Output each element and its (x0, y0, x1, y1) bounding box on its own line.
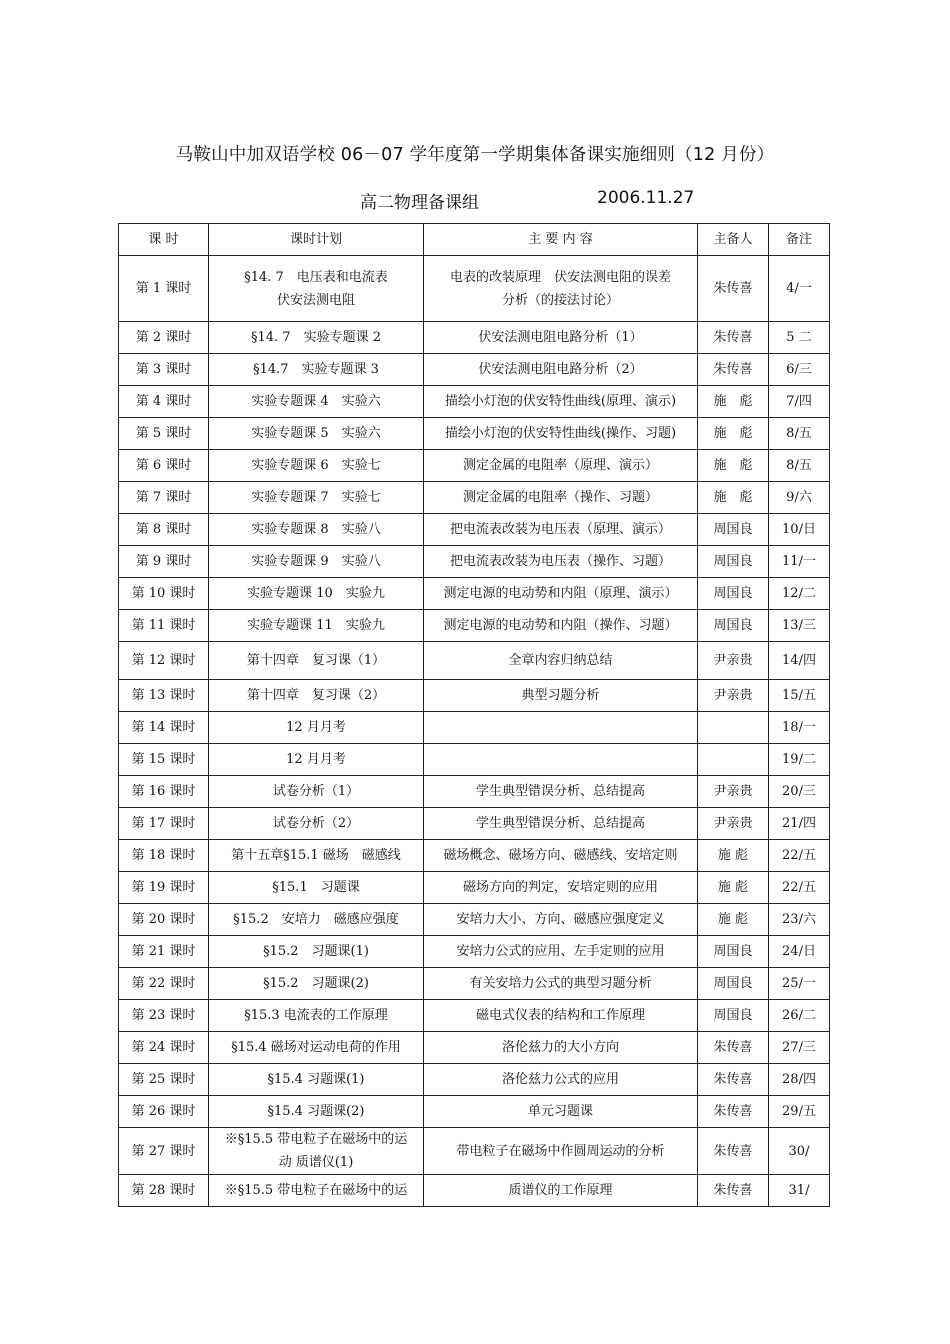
table-row (119, 968, 830, 1000)
cell-lead-teacher: 朱传喜 (698, 1128, 769, 1175)
cell-period: 第 16 课时 (119, 776, 209, 808)
cell-plan-line: §15.4 习题课(1) (267, 1072, 365, 1087)
cell-plan (209, 482, 424, 514)
cell-lead-teacher: 施 彪 (698, 482, 769, 514)
cell-plan-line: 第十五章§15.1 磁场 磁感线 (231, 848, 401, 863)
cell-period: 第 23 课时 (119, 1000, 209, 1032)
cell-lead-teacher: 施 彪 (698, 418, 769, 450)
cell-period: 第 10 课时 (119, 578, 209, 610)
cell-lead-teacher: 朱传喜 (698, 322, 769, 354)
cell-plan (209, 514, 424, 546)
table-row (119, 808, 830, 840)
cell-period: 第 14 课时 (119, 712, 209, 744)
cell-content (424, 1128, 698, 1175)
cell-plan (209, 1032, 424, 1064)
cell-note: 7/四 (769, 386, 830, 418)
cell-plan-line: §15.2 习题课(1) (263, 944, 369, 959)
cell-plan (209, 578, 424, 610)
cell-note: 29/五 (769, 1096, 830, 1128)
cell-plan-line: 实验专题课 11 实验九 (247, 618, 385, 633)
cell-content (424, 386, 698, 418)
cell-lead-teacher: 周国良 (698, 514, 769, 546)
cell-period: 第 26 课时 (119, 1096, 209, 1128)
cell-content-line: 电表的改装原理 伏安法测电阻的误差 (449, 269, 671, 285)
cell-note: 10/日 (769, 514, 830, 546)
cell-plan-line: 实验专题课 10 实验九 (247, 586, 385, 601)
cell-lead-teacher: 施 彪 (698, 386, 769, 418)
cell-plan (209, 354, 424, 386)
cell-note: 12/二 (769, 578, 830, 610)
table-row (119, 712, 830, 744)
cell-content-line: 学生典型错误分析、总结提高 (475, 816, 645, 831)
cell-content (424, 872, 698, 904)
cell-note: 25/一 (769, 968, 830, 1000)
cell-lead-teacher: 朱传喜 (698, 1096, 769, 1128)
cell-period: 第 9 课时 (119, 546, 209, 578)
cell-content (424, 968, 698, 1000)
cell-content-line: 有关安培力公式的典型习题分析 (469, 976, 652, 991)
cell-note: 11/一 (769, 546, 830, 578)
cell-plan (209, 322, 424, 354)
cell-content (424, 514, 698, 546)
cell-plan-line: §14. 7 电压表和电流表 (244, 269, 388, 285)
cell-plan-line: 12 月月考 (286, 720, 346, 735)
cell-content-line: 描绘小灯泡的伏安特性曲线(操作、习题) (444, 426, 677, 441)
cell-period: 第 22 课时 (119, 968, 209, 1000)
cell-period: 第 7 课时 (119, 482, 209, 514)
cell-plan-line: 试卷分析（2） (272, 816, 360, 831)
cell-content-line: 洛伦兹力公式的应用 (501, 1072, 619, 1087)
cell-content-line: 洛伦兹力的大小方向 (501, 1040, 619, 1055)
cell-plan (209, 776, 424, 808)
cell-content-line: 磁场方向的判定，安培定则的应用 (462, 880, 658, 895)
cell-note: 26/二 (769, 1000, 830, 1032)
cell-note: 19/二 (769, 744, 830, 776)
cell-period: 第 18 课时 (119, 840, 209, 872)
cell-plan (209, 1000, 424, 1032)
lesson-plan-table (118, 223, 830, 1207)
table-row (119, 482, 830, 514)
cell-content (424, 744, 698, 776)
table-row (119, 546, 830, 578)
cell-content-line: 单元习题课 (527, 1104, 593, 1119)
group-name: 高二物理备课组 (360, 193, 479, 213)
cell-plan-line: 实验专题课 5 实验六 (251, 426, 381, 441)
cell-lead-teacher: 周国良 (698, 968, 769, 1000)
cell-plan (209, 904, 424, 936)
table-row (119, 1128, 830, 1175)
cell-lead-teacher: 施 彪 (698, 840, 769, 872)
cell-lead-teacher: 朱传喜 (698, 1175, 769, 1207)
cell-content-line: 测定电源的电动势和内阻（原理、演示） (443, 586, 678, 601)
cell-content-line: 全章内容归纳总结 (508, 653, 613, 668)
cell-period: 第 25 课时 (119, 1064, 209, 1096)
table-row (119, 872, 830, 904)
cell-period: 第 4 课时 (119, 386, 209, 418)
table-row (119, 1032, 830, 1064)
cell-period: 第 24 课时 (119, 1032, 209, 1064)
cell-content (424, 1032, 698, 1064)
cell-plan-line: §15.2 安培力 磁感应强度 (233, 912, 399, 927)
cell-content (424, 610, 698, 642)
table-header-row (119, 224, 830, 256)
table-row (119, 1000, 830, 1032)
cell-lead-teacher: 尹亲贵 (698, 680, 769, 712)
cell-content (424, 642, 698, 680)
cell-period: 第 2 课时 (119, 322, 209, 354)
document-title: 马鞍山中加双语学校 06－07 学年度第一学期集体备课实施细则（12 月份） (175, 145, 775, 165)
cell-note: 20/三 (769, 776, 830, 808)
cell-content (424, 904, 698, 936)
cell-lead-teacher: 周国良 (698, 578, 769, 610)
cell-content (424, 354, 698, 386)
cell-plan (209, 744, 424, 776)
cell-content-line: 把电流表改装为电压表（原理、演示） (449, 522, 671, 537)
cell-lead-teacher: 施 彪 (698, 872, 769, 904)
cell-content-line: 伏安法测电阻电路分析（2） (478, 362, 643, 377)
table-row (119, 744, 830, 776)
cell-plan-line: 实验专题课 8 实验八 (251, 522, 381, 537)
header-lead-teacher: 主备人 (698, 224, 769, 256)
cell-note: 22/五 (769, 872, 830, 904)
cell-period: 第 13 课时 (119, 680, 209, 712)
cell-content (424, 840, 698, 872)
table-row (119, 578, 830, 610)
header-note: 备注 (769, 224, 830, 256)
cell-content-line: 典型习题分析 (521, 688, 600, 703)
cell-content (424, 546, 698, 578)
cell-lead-teacher: 周国良 (698, 936, 769, 968)
cell-period: 第 5 课时 (119, 418, 209, 450)
cell-lead-teacher: 周国良 (698, 610, 769, 642)
cell-note: 5 二 (769, 322, 830, 354)
cell-lead-teacher: 朱传喜 (698, 1064, 769, 1096)
cell-note: 15/五 (769, 680, 830, 712)
header-content: 主 要 内 容 (424, 224, 698, 256)
cell-period: 第 11 课时 (119, 610, 209, 642)
cell-content (424, 1000, 698, 1032)
cell-plan (209, 808, 424, 840)
cell-content-line: 学生典型错误分析、总结提高 (475, 784, 645, 799)
cell-content (424, 322, 698, 354)
cell-plan-line: §15.3 电流表的工作原理 (244, 1008, 388, 1023)
cell-content (424, 776, 698, 808)
cell-content-line: 测定电源的电动势和内阻（操作、习题） (443, 618, 678, 633)
cell-lead-teacher: 朱传喜 (698, 1032, 769, 1064)
cell-period: 第 8 课时 (119, 514, 209, 546)
cell-plan (209, 418, 424, 450)
cell-period: 第 12 课时 (119, 642, 209, 680)
cell-plan-line: 第十四章 复习课（1） (246, 653, 386, 668)
table-row (119, 256, 830, 322)
cell-lead-teacher: 尹亲贵 (698, 642, 769, 680)
cell-note: 8/五 (769, 450, 830, 482)
cell-note: 24/日 (769, 936, 830, 968)
table-row (119, 840, 830, 872)
cell-note: 23/六 (769, 904, 830, 936)
cell-note: 28/四 (769, 1064, 830, 1096)
cell-plan (209, 936, 424, 968)
cell-lead-teacher: 周国良 (698, 546, 769, 578)
cell-plan (209, 1096, 424, 1128)
cell-content-line: 安培力公式的应用、左手定则的应用 (456, 944, 665, 959)
cell-note: 27/三 (769, 1032, 830, 1064)
cell-plan (209, 386, 424, 418)
cell-plan (209, 546, 424, 578)
cell-content-line: 分析（的接法讨论） (501, 292, 619, 308)
cell-content (424, 680, 698, 712)
cell-plan-line: 实验专题课 4 实验六 (251, 394, 381, 409)
table-row (119, 680, 830, 712)
cell-lead-teacher (698, 712, 769, 744)
cell-lead-teacher: 朱传喜 (698, 354, 769, 386)
cell-plan (209, 712, 424, 744)
table-row (119, 450, 830, 482)
cell-plan (209, 872, 424, 904)
cell-plan-line: 实验专题课 7 实验七 (251, 490, 381, 505)
cell-lead-teacher (698, 744, 769, 776)
cell-plan (209, 840, 424, 872)
table-row (119, 610, 830, 642)
cell-content (424, 482, 698, 514)
table-row (119, 514, 830, 546)
cell-period: 第 28 课时 (119, 1175, 209, 1207)
cell-note: 6/三 (769, 354, 830, 386)
cell-plan (209, 1175, 424, 1207)
table-row (119, 322, 830, 354)
cell-plan-line: 试卷分析（1） (272, 784, 360, 799)
cell-content (424, 1175, 698, 1207)
cell-plan (209, 1064, 424, 1096)
table-row (119, 642, 830, 680)
cell-content (424, 450, 698, 482)
cell-plan-line: 实验专题课 6 实验七 (251, 458, 381, 473)
cell-period: 第 27 课时 (119, 1128, 209, 1175)
cell-content (424, 578, 698, 610)
cell-content-line: 测定金属的电阻率（操作、习题） (462, 490, 658, 505)
table-row (119, 936, 830, 968)
cell-note: 14/四 (769, 642, 830, 680)
cell-plan (209, 450, 424, 482)
cell-content (424, 712, 698, 744)
cell-plan-line: 12 月月考 (286, 752, 346, 767)
cell-plan-line: 第十四章 复习课（2） (246, 688, 386, 703)
cell-plan-line: §15.4 磁场对运动电荷的作用 (231, 1040, 401, 1055)
header-period: 课 时 (119, 224, 209, 256)
cell-plan (209, 642, 424, 680)
cell-period: 第 6 课时 (119, 450, 209, 482)
cell-content (424, 418, 698, 450)
cell-content (424, 1096, 698, 1128)
cell-lead-teacher: 施 彪 (698, 450, 769, 482)
cell-note: 18/一 (769, 712, 830, 744)
table-row (119, 776, 830, 808)
table-row (119, 418, 830, 450)
cell-note: 8/五 (769, 418, 830, 450)
cell-lead-teacher: 尹亲贵 (698, 808, 769, 840)
cell-content-line: 描绘小灯泡的伏安特性曲线(原理、演示) (444, 394, 677, 409)
header-plan: 课时计划 (209, 224, 424, 256)
cell-lead-teacher: 朱传喜 (698, 256, 769, 322)
table-row (119, 1096, 830, 1128)
cell-plan-line: 伏安法测电阻 (276, 292, 355, 308)
cell-content (424, 256, 698, 322)
cell-content (424, 1064, 698, 1096)
cell-note: 22/五 (769, 840, 830, 872)
cell-plan-line: ※§15.5 带电粒子在磁场中的运 (224, 1183, 408, 1198)
cell-period: 第 21 课时 (119, 936, 209, 968)
document-date: 2006.11.27 (597, 188, 695, 208)
cell-plan-line: §15.2 习题课(2) (263, 976, 369, 991)
cell-plan-line: §15.4 习题课(2) (267, 1104, 365, 1119)
cell-content (424, 936, 698, 968)
cell-note: 21/四 (769, 808, 830, 840)
table-row (119, 1175, 830, 1207)
cell-plan (209, 256, 424, 322)
cell-content-line: 把电流表改装为电压表（操作、习题） (449, 554, 671, 569)
cell-plan-line: §14.7 实验专题课 3 (253, 362, 379, 377)
cell-plan-line: ※§15.5 带电粒子在磁场中的运 (224, 1132, 408, 1147)
cell-period: 第 3 课时 (119, 354, 209, 386)
cell-plan (209, 680, 424, 712)
table-row (119, 904, 830, 936)
cell-plan (209, 968, 424, 1000)
cell-period: 第 15 课时 (119, 744, 209, 776)
cell-content-line: 伏安法测电阻电路分析（1） (478, 330, 643, 345)
cell-content-line: 磁场概念、磁场方向、磁感线、安培定则 (443, 848, 678, 863)
cell-period: 第 1 课时 (119, 256, 209, 322)
cell-content-line: 质谱仪的工作原理 (508, 1183, 613, 1198)
cell-plan (209, 1128, 424, 1175)
table-row (119, 1064, 830, 1096)
table-row (119, 354, 830, 386)
table-row (119, 386, 830, 418)
cell-period: 第 20 课时 (119, 904, 209, 936)
cell-content-line: 测定金属的电阻率（原理、演示） (462, 458, 658, 473)
cell-lead-teacher: 周国良 (698, 1000, 769, 1032)
cell-plan-line: §14. 7 实验专题课 2 (251, 330, 381, 345)
cell-plan-line: 实验专题课 9 实验八 (251, 554, 381, 569)
cell-note: 13/三 (769, 610, 830, 642)
cell-content-line: 安培力大小、方向、磁感应强度定义 (456, 912, 665, 927)
cell-plan (209, 610, 424, 642)
cell-plan-line: 动 质谱仪(1) (278, 1155, 354, 1170)
cell-period: 第 17 课时 (119, 808, 209, 840)
cell-content (424, 808, 698, 840)
cell-content-line: 磁电式仪表的结构和工作原理 (475, 1008, 645, 1023)
cell-lead-teacher: 施 彪 (698, 904, 769, 936)
cell-lead-teacher: 尹亲贵 (698, 776, 769, 808)
cell-note: 4/一 (769, 256, 830, 322)
table-body (119, 256, 830, 1207)
cell-note: 9/六 (769, 482, 830, 514)
cell-content-line: 带电粒子在磁场中作圆周运动的分析 (456, 1143, 665, 1159)
cell-plan-line: §15.1 习题课 (272, 880, 360, 895)
cell-note: 31/ (769, 1175, 830, 1207)
cell-note: 30/ (769, 1128, 830, 1175)
cell-period: 第 19 课时 (119, 872, 209, 904)
